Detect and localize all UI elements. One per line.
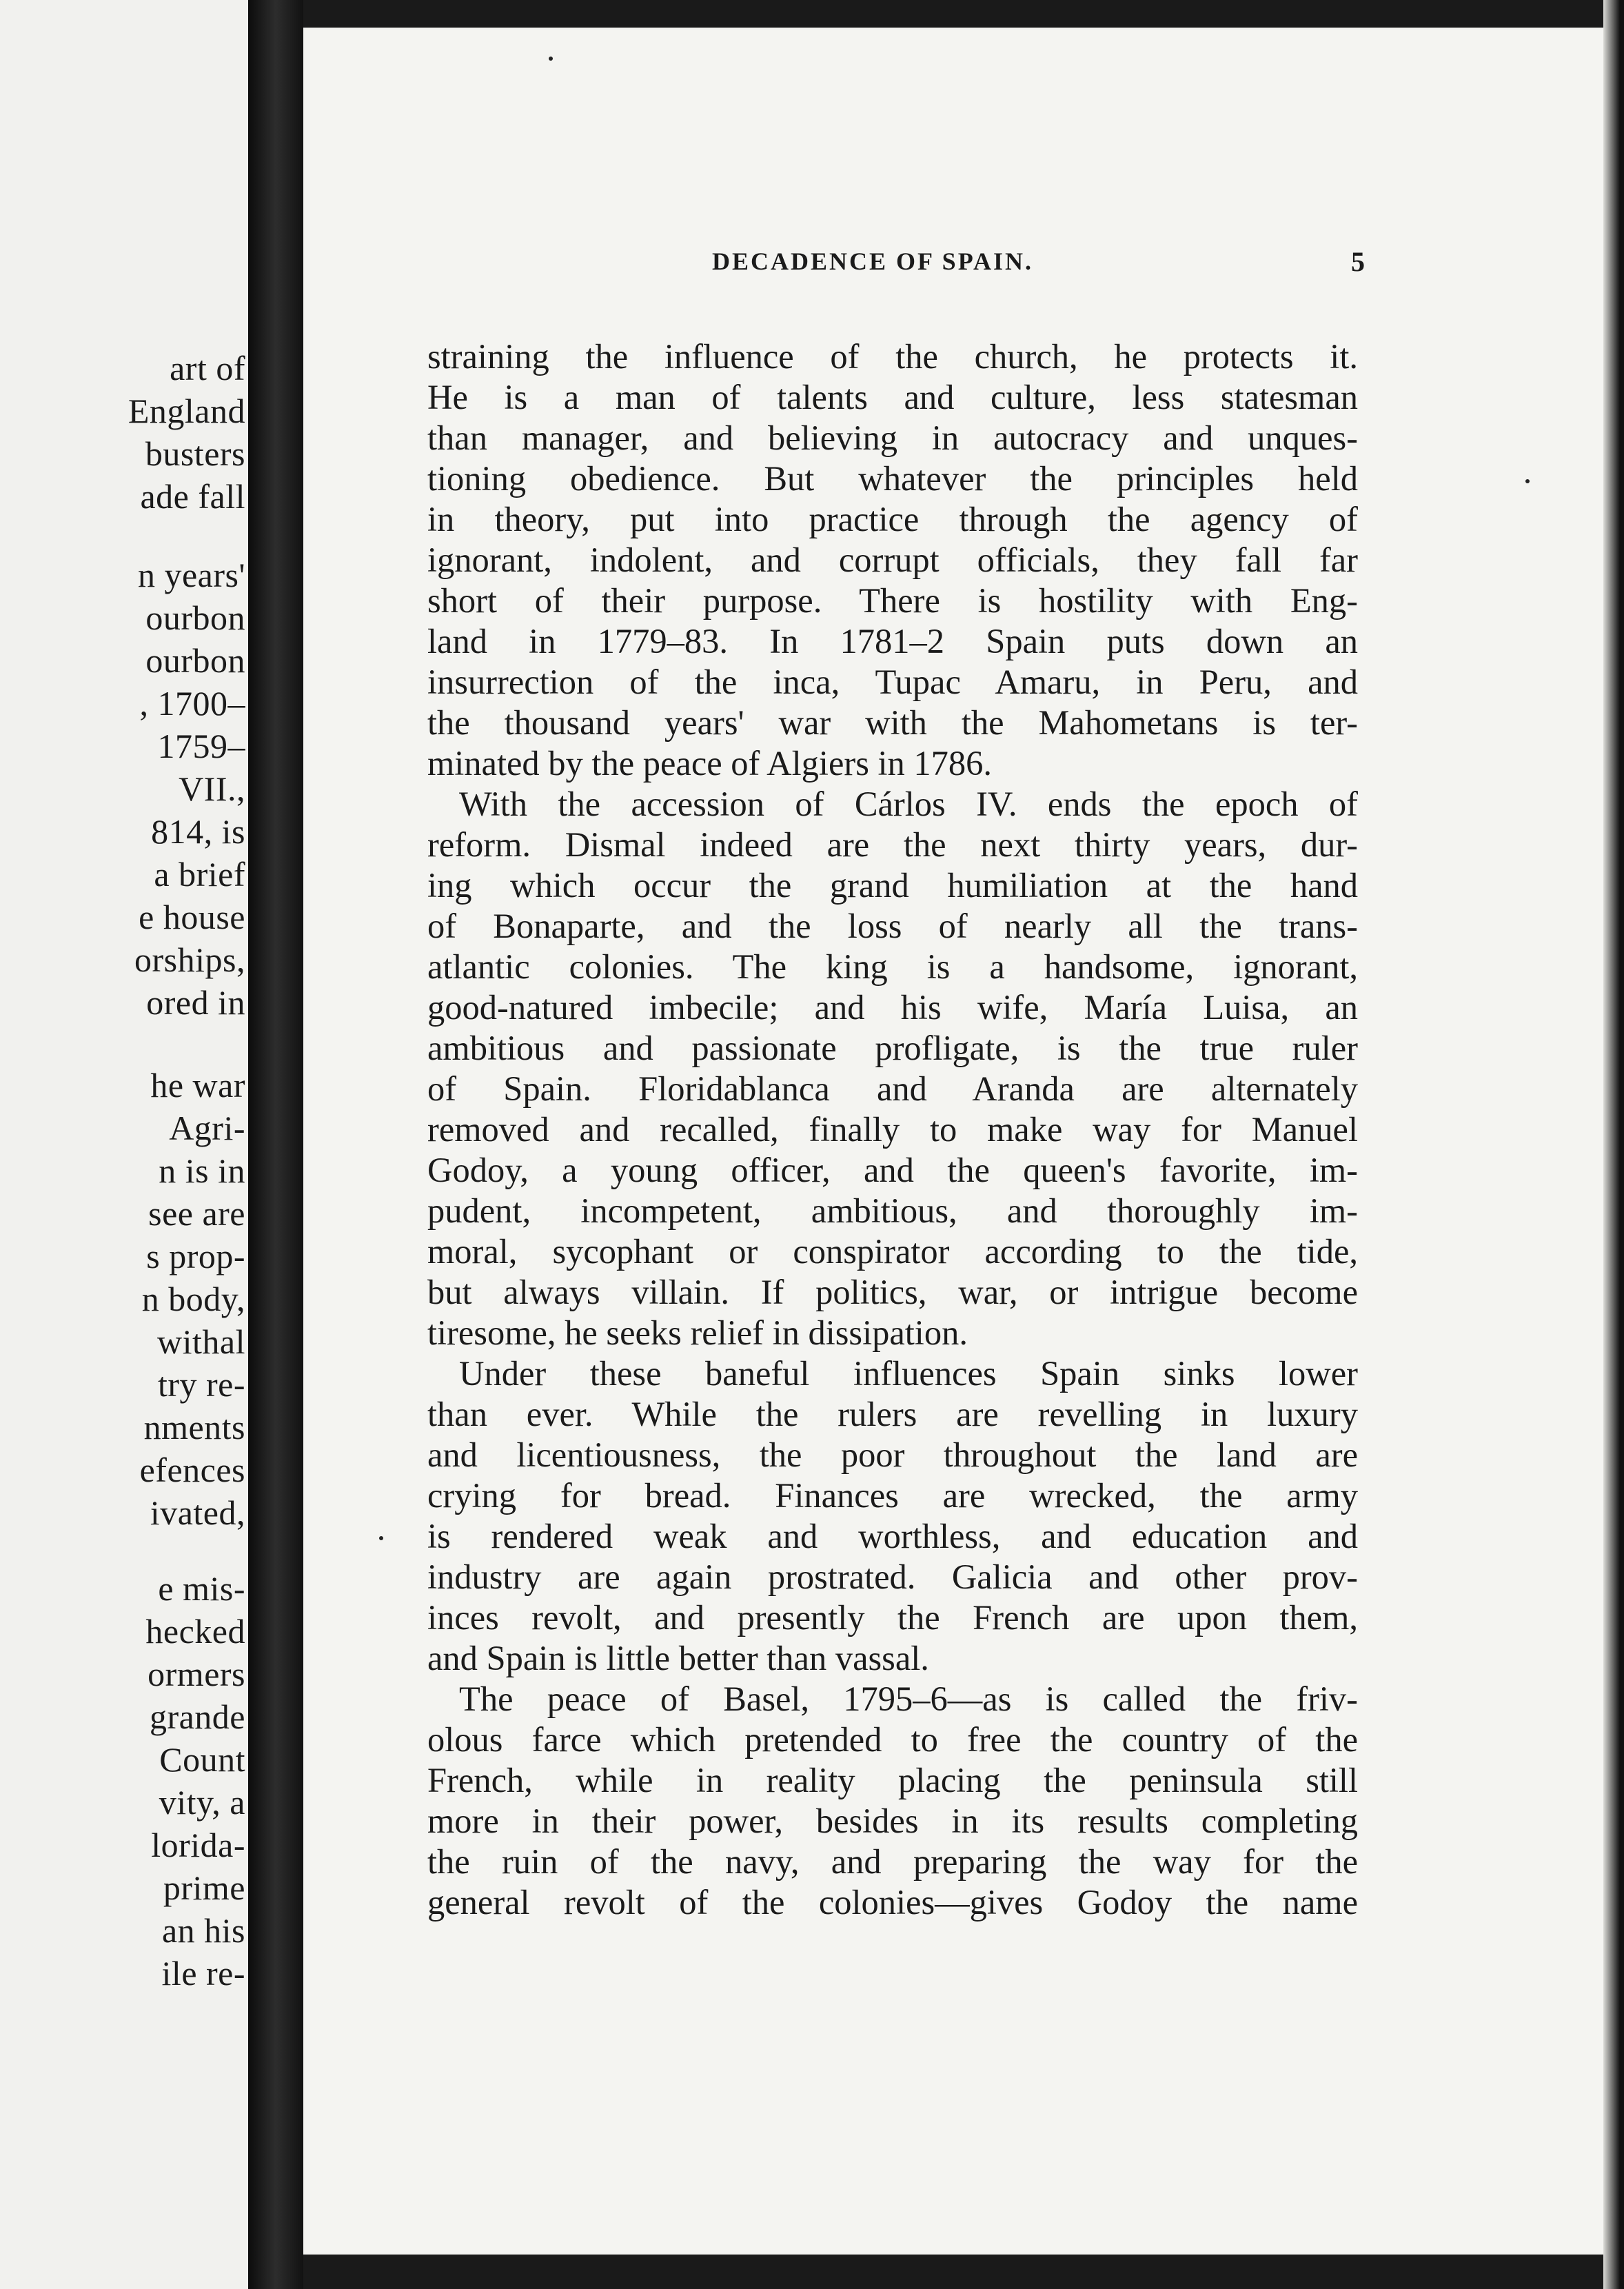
left-page-line: lorida- (151, 1826, 245, 1864)
left-page-line: art of (170, 349, 245, 387)
text-line: short of their purpose. There is hostility with Eng- (427, 581, 1358, 620)
left-page-line: efences (139, 1451, 245, 1489)
text-line: removed and recalled, finally to make way for Manuel (427, 1110, 1358, 1149)
left-page-line: 814, is (151, 812, 245, 851)
text-line: the thousand years' war with the Mahometans is ter- (427, 703, 1358, 742)
left-page-line: ile re- (161, 1954, 245, 1993)
text-line: the ruin of the navy, and preparing the way for the (427, 1842, 1358, 1881)
text-line: olous farce which pretended to free the country of the (427, 1720, 1358, 1759)
text-line: inces revolt, and presently the French are upon them, (427, 1598, 1358, 1637)
left-page-line: hecked (145, 1612, 245, 1651)
text-line: He is a man of talents and culture, less statesman (427, 378, 1358, 416)
text-line: of Bonaparte, and the loss of nearly all the trans- (427, 907, 1358, 945)
page-number: 5 (1351, 246, 1365, 277)
left-page-line: , 1700– (139, 684, 245, 723)
text-line: tiresome, he seeks relief in dissipation. (427, 1313, 968, 1352)
left-page-line: e house (139, 898, 245, 936)
book-gutter (248, 0, 303, 2289)
text-line: ing which occur the grand humiliation at the hand (427, 866, 1358, 905)
text-line: Godoy, a young officer, and the queen's favorite, im- (427, 1151, 1358, 1189)
text-line: With the accession of Cárlos IV. ends the epoch of (459, 785, 1358, 823)
text-line: minated by the peace of Algiers in 1786. (427, 744, 992, 783)
text-line: industry are again prostrated. Galicia and other prov- (427, 1557, 1358, 1596)
text-line: crying for bread. Finances are wrecked, the army (427, 1476, 1358, 1515)
running-head: DECADENCE OF SPAIN. (712, 248, 1034, 275)
text-line: of Spain. Floridablanca and Aranda are alternately (427, 1069, 1358, 1108)
scan-speck (379, 1536, 383, 1540)
left-page-line: he war (150, 1066, 245, 1105)
left-page-line: n body, (141, 1280, 245, 1318)
left-page-line: a brief (154, 855, 245, 894)
left-page-line: ourbon (145, 598, 245, 637)
left-page-line: ivated, (150, 1493, 245, 1532)
text-line: straining the influence of the church, he protects it. (427, 337, 1358, 376)
text-line: land in 1779–83. In 1781–2 Spain puts down an (427, 622, 1358, 661)
left-page-line: an his (161, 1911, 245, 1950)
text-line: atlantic colonies. The king is a handsome, ignorant, (427, 947, 1358, 986)
left-page-line: Agri- (169, 1109, 245, 1147)
left-page-line: s prop- (146, 1237, 245, 1275)
text-line: general revolt of the colonies—gives Godoy the name (427, 1883, 1358, 1922)
left-page-line: ourbon (145, 641, 245, 680)
text-line: The peace of Basel, 1795–6—as is called the friv- (459, 1680, 1358, 1718)
text-line: reform. Dismal indeed are the next thirty years, dur- (427, 825, 1358, 864)
left-page-line: vity, a (159, 1783, 245, 1822)
left-page-line: ored in (146, 983, 245, 1022)
scan-speck (549, 57, 553, 61)
left-page-line: ormers (148, 1655, 245, 1693)
text-line: ignorant, indolent, and corrupt officials, they fall far (427, 541, 1358, 579)
text-line: in theory, put into practice through the agency of (427, 500, 1358, 538)
text-line: good-natured imbecile; and his wife, María Luisa, an (427, 988, 1358, 1027)
left-page-line: prime (163, 1868, 245, 1907)
left-page-line: VII., (179, 769, 245, 808)
text-line: insurrection of the inca, Tupac Amaru, in Peru, and (427, 663, 1358, 701)
text-line: is rendered weak and worthless, and education and (427, 1517, 1358, 1555)
left-page-line: 1759– (157, 727, 245, 765)
text-line: and Spain is little better than vassal. (427, 1639, 929, 1677)
text-line: ambitious and passionate profligate, is the true ruler (427, 1029, 1358, 1067)
text-line: than manager, and believing in autocracy and unques- (427, 419, 1358, 457)
text-line: than ever. While the rulers are revelling in luxury (427, 1395, 1358, 1433)
text-line: tioning obedience. But whatever the principles held (427, 459, 1358, 498)
left-page (0, 0, 248, 2289)
left-page-line: busters (145, 434, 245, 473)
left-page-line: Count (159, 1740, 245, 1779)
left-page-line: orships, (134, 940, 245, 979)
text-line: more in their power, besides in its results completing (427, 1802, 1358, 1840)
text-line: French, while in reality placing the peninsula still (427, 1761, 1358, 1799)
left-page-line: ade fall (140, 477, 245, 516)
text-line: moral, sycophant or conspirator according to the tide, (427, 1232, 1358, 1271)
left-page-line: England (128, 392, 245, 430)
text-line: pudent, incompetent, ambitious, and thoroughly im- (427, 1191, 1358, 1230)
scan-speck (1525, 479, 1530, 483)
left-page-line: withal (157, 1322, 245, 1361)
left-page-line: n is in (159, 1151, 245, 1190)
left-page-line: n years' (137, 556, 245, 594)
text-line: but always villain. If politics, war, or intrigue become (427, 1273, 1358, 1311)
left-page-line: nments (143, 1408, 245, 1446)
left-page-line: grande (149, 1697, 245, 1736)
left-page-line: try re- (157, 1365, 245, 1404)
page-edge-shadow (1603, 0, 1624, 2289)
left-page-line: see are (148, 1194, 245, 1233)
text-line: and licentiousness, the poor throughout the land are (427, 1435, 1358, 1474)
left-page-line: e mis- (158, 1569, 245, 1608)
text-line: Under these baneful influences Spain sinks lower (459, 1354, 1358, 1393)
